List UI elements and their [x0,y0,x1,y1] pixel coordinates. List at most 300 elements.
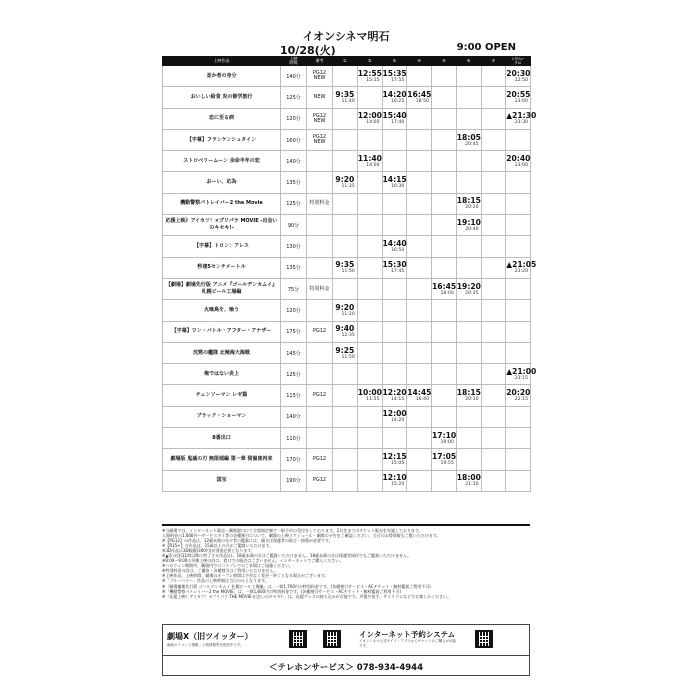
header-slot: ④ [407,57,432,66]
film-title: 【字幕】ワン・バトル・アフター・アナザー [163,321,281,342]
film-rating [307,342,333,363]
showtime-start: ▲21:00 [506,366,537,376]
showtime-start: 18:15 [456,388,481,398]
showtime-cell [481,428,506,449]
showtime-cell [333,236,358,257]
showtime-cell [432,300,457,321]
qr-code-icon[interactable] [289,630,307,648]
showtime-cell [382,151,407,172]
showtime[interactable] [333,342,358,363]
showtime[interactable] [382,385,407,406]
showtime-cell [506,278,531,299]
table-row [163,151,531,172]
showtime-cell [357,257,382,278]
film-rating: PG12 NEW [307,129,333,150]
showtime-cell [506,236,531,257]
showtime-cell [382,342,407,363]
showtime-cell [481,300,506,321]
showtime[interactable] [506,66,531,87]
showtime-cell [432,108,457,129]
note-line: ※【R15+】の作品は、15歳以上の方がご鑑賞いただけます。 [162,543,274,549]
showtime-end: 14:15 [391,397,405,403]
showtime-start: 12:10 [382,473,407,483]
table-row [163,236,531,257]
showtime-cell [407,108,432,129]
showtime-start: 17:10 [432,430,457,440]
showtime-start: 9:25 [335,345,355,355]
showtime-cell [407,470,432,491]
showtime-cell [432,129,457,150]
showtime-start: 18:00 [456,473,481,483]
showtime-end: 23:00 [514,162,528,168]
showtime-start: 20:55 [506,89,531,99]
showtime[interactable] [382,87,407,108]
film-title: チェンソーマン レゼ篇 [163,385,281,406]
showtime-cell [506,215,531,236]
showtime-cell [407,257,432,278]
film-title: 【劇場】劇場先行版 アニメ『ゴールデンカムイ』札幌ビール工場編 [163,278,281,299]
showtime-cell [432,342,457,363]
film-rating [307,151,333,172]
showtime[interactable] [506,87,531,108]
showtime[interactable] [382,406,407,427]
film-title: 並か者の身分 [163,66,281,87]
film-rating [307,215,333,236]
film-title: おーい、応為 [163,172,281,193]
showtime-end: 15:05 [391,460,405,466]
showtime-end: 20:40 [465,226,479,232]
showtime-start: 9:35 [335,260,355,270]
note-line: ※「ブルーバナー」作品の上映時刻は当日のみとなります。 [162,578,269,584]
film-title: おいしい給食 炎の修学旅行 [163,87,281,108]
showtime-end: 16:40 [415,397,429,403]
showtime-cell [481,342,506,363]
showtime-cell [456,449,481,470]
showtime[interactable] [506,108,537,129]
note-line: ※8:00～9:00の早朝上映の回は、窓口での販売はございません。インターネットでご購入ください。 [162,558,344,564]
table-row [163,172,531,193]
film-duration: 175分 [281,321,307,342]
showtime-cell [382,364,407,385]
showtime[interactable] [432,278,457,299]
table-row [163,385,531,406]
showtime-start: 14:45 [407,388,432,398]
table-row [163,342,531,363]
showtime-end: 11:20 [341,311,355,317]
showtime-cell [456,66,481,87]
note-line: 入場料金の1,000円～サービスデイ等の各種割引について、劇場の上映スケジュール・劇場の予告をご確認ください。当日のお得情報もご覧いただけます。 [162,533,441,539]
showtime-cell [432,151,457,172]
showtime-cell [333,278,358,299]
showtime-cell [506,428,531,449]
showtime[interactable] [456,385,481,406]
showtime-cell [357,406,382,427]
showtime-end: 16:50 [391,248,405,254]
film-rating [307,364,333,385]
showtime-end: 20:10 [465,397,479,403]
showtime-end: 23:30 [514,120,528,126]
note-line: ※【PG12】の作品は、12歳未満の年少者の鑑賞には、親又は保護者の助言・指導が必要です。 [162,538,333,544]
film-duration: 160分 [281,129,307,150]
showtime-cell [382,129,407,150]
film-rating: PG12 [307,321,333,342]
showtime[interactable] [333,87,358,108]
showtime-cell [481,257,506,278]
showtime-cell [481,215,506,236]
table-row [163,428,531,449]
showtime-end: 18:50 [415,98,429,104]
open-time: 9:00 OPEN [456,42,516,53]
showtime[interactable] [456,470,481,491]
showtime-cell [506,342,531,363]
table-row [163,193,531,214]
showtime-cell [382,278,407,299]
film-title: ストロベリームーン 余命半年の恋 [163,151,281,172]
film-duration: 110分 [281,428,307,449]
showtime-cell [333,193,358,214]
showtime-cell [481,172,506,193]
note-line: ※上映作品、上映時間、劇場のオープン時間は予告なく変更・終了となる場合がございます。 [162,573,329,579]
header-slot: ② [357,57,382,66]
showtime-cell [481,151,506,172]
showtime-end: 23:15 [514,375,528,381]
showtime-start: ▲21:05 [506,260,537,270]
header-slot: ⑤ [432,57,457,66]
showtime-end: 23:20 [514,269,528,275]
showtime[interactable] [456,215,481,236]
showtime-start: 11:40 [357,153,382,163]
header-duration: 上映 時間 [281,57,307,66]
showtime-cell [481,449,506,470]
showtime[interactable] [333,321,358,342]
note-line: ※「機動警察パトレイバー2 the MOVIE」は、一律1,800円の特別料金です。(各種割引サービス・ACチケット・無料鑑賞ご利用不可) [162,588,401,594]
showtime-end: 16:30 [391,184,405,190]
showtime-cell [456,151,481,172]
film-rating [307,236,333,257]
showtime-start: 9:20 [335,175,355,185]
showtime-cell [432,406,457,427]
showtime-cell [432,236,457,257]
showtime-start: 12:20 [382,388,407,398]
film-duration: 125分 [281,364,307,385]
showtime-start: ▲21:30 [506,111,537,121]
film-rating: 特別料金 [307,193,333,214]
note-line: ※特別料金の回は、ご優待・各種割引はご利用いただけません。 [162,568,278,574]
showtime-cell [357,172,382,193]
showtime-start: 18:15 [456,196,481,206]
film-title: 恋に至る病 [163,108,281,129]
showtime-cell [407,236,432,257]
showtime-cell [407,342,432,363]
showtime[interactable] [432,449,457,470]
showtime-cell [456,236,481,257]
film-duration: 170分 [281,449,307,470]
showtime-cell [407,66,432,87]
showtime[interactable] [357,385,382,406]
showtime-cell [407,406,432,427]
showtime-end: 17:55 [391,77,405,83]
showtime[interactable] [456,129,481,150]
showtime-end: 22:15 [514,397,528,403]
showtime-cell [333,470,358,491]
showtime-cell [357,129,382,150]
showtime-end: 12:35 [341,333,355,339]
showtime-end: 20:20 [465,205,479,211]
showtime-cell [456,87,481,108]
qr-code-icon[interactable] [323,630,341,648]
showtime-cell [333,129,358,150]
showtime-cell [506,321,531,342]
showtime-cell [506,470,531,491]
showtime[interactable] [407,87,432,108]
showtime-cell [357,342,382,363]
note-line: ※ハロウィン期間中、劇場内でのコスプレでのご来場はご遠慮ください。 [162,563,293,569]
showtime-cell [432,193,457,214]
showtime-cell [506,300,531,321]
footer [162,624,530,676]
net-reservation-desc: イオンシネマ公式サイト・アプリからチケットのご購入が可能です。 [359,639,457,648]
showtime-cell [506,406,531,427]
showtime-cell [333,406,358,427]
showtime[interactable] [333,257,358,278]
showtime-cell [506,172,531,193]
film-duration: 140分 [281,66,307,87]
film-rating: PG12 [307,449,333,470]
header-slot: ⑦ [481,57,506,66]
showtime[interactable] [382,66,407,87]
showtime-cell [432,385,457,406]
footer-divider [163,655,529,656]
showtime-cell [357,87,382,108]
header-slot: ① [333,57,358,66]
showtime[interactable] [432,428,457,449]
table-row [163,300,531,321]
showtime-end: 11:50 [341,269,355,275]
film-title: 火喰鳥を、喰う [163,300,281,321]
showtime-start: 16:45 [432,281,457,291]
showtime-cell [333,215,358,236]
showtime[interactable] [456,193,481,214]
showtime-end: 14:00 [366,120,380,126]
film-title: 応援上映》アイカツ！×プリパラ MOVIE -出会いのキセキ!- [163,215,281,236]
showtime-cell [407,193,432,214]
showtime-cell [382,193,407,214]
showtime-cell [407,278,432,299]
showtime-end: 11:50 [341,354,355,360]
showtime[interactable] [382,470,407,491]
film-rating [307,428,333,449]
showtime-cell [382,321,407,342]
film-title: 機動警察パトレイバー2 the Movie [163,193,281,214]
showtime-start: 10:00 [357,388,382,398]
film-duration: 120分 [281,300,307,321]
showtime[interactable] [382,449,407,470]
showtime-end: 20:45 [465,141,479,147]
qr-code-icon[interactable] [475,630,493,648]
notes-divider [162,524,530,526]
showtime[interactable] [357,66,382,87]
table-header [163,57,531,66]
showtime-end: 18:00 [440,290,454,296]
showtime-cell [456,300,481,321]
showtime-cell [333,385,358,406]
showtime-end: 11:55 [366,397,380,403]
showtime[interactable] [407,385,432,406]
note-line: ※3D作品は3D眼鏡(300円)が別途必要となります。 [162,548,256,554]
showtime-end: 21:10 [465,482,479,488]
table-row [163,470,531,491]
showtime-cell [481,193,506,214]
note-line: ※「劇場編集先行版 ゴールデンカムイ 札幌ビール工場編」は、一律1,700円の特別料金です。(各種割引サービス・ACチケット・無料鑑賞ご利用不可) [162,583,431,589]
showtime-cell [456,321,481,342]
film-title: 8番出口 [163,428,281,449]
showtime-start: 18:05 [456,132,481,142]
showtime[interactable] [357,151,382,172]
showtime-cell [456,108,481,129]
header-slot: ﾚｲﾄｼｮｰ ﾀｲﾑ [506,57,531,66]
showtime-end: 11:40 [341,98,355,104]
showtime-cell [432,215,457,236]
table-row [163,449,531,470]
showtime-cell [407,364,432,385]
showtime-cell [506,129,531,150]
table-row [163,321,531,342]
showtime-start: 9:20 [335,302,355,312]
showtime-start: 14:40 [382,239,407,249]
showtime-cell [357,215,382,236]
showtime-cell [456,364,481,385]
showtime-start: 15:40 [382,111,407,121]
showtime-start: 15:30 [382,260,407,270]
showtime-cell [456,406,481,427]
showtime[interactable] [506,385,531,406]
showtime-cell [357,236,382,257]
film-duration: 125分 [281,193,307,214]
showtime-start: 9:40 [335,324,355,334]
showtime-cell [407,321,432,342]
showtime[interactable] [333,300,358,321]
showtime-cell [407,300,432,321]
showtime-cell [481,278,506,299]
film-duration: 120分 [281,108,307,129]
showtime-cell [333,364,358,385]
showtime[interactable] [382,172,407,193]
showtime-cell [432,321,457,342]
film-duration: 190分 [281,470,307,491]
table-row [163,278,531,299]
showtime-cell [456,428,481,449]
showtime-start: 14:15 [382,175,407,185]
film-duration: 75分 [281,278,307,299]
showtime-cell [357,278,382,299]
showtime-start: 20:20 [506,388,531,398]
showtime-start: 14:20 [382,89,407,99]
showtime-cell [333,449,358,470]
showtime-cell [382,428,407,449]
showtime[interactable] [506,151,531,172]
showtime[interactable] [382,236,407,257]
showtime-cell [456,342,481,363]
showtime-end: 17:40 [391,120,405,126]
notes [162,528,530,599]
schedule-date: 10/28(火) [280,44,336,57]
note-line: ※当劇場では、インターネット販売・劇場窓口にて全席指定制で一般予約の受付をしております。2日先までのチケット販売を実施しております。 [162,528,423,533]
film-title: 沈黙の艦隊 北極海大海戦 [163,342,281,363]
showtime-cell [357,449,382,470]
telephone-service: ＜テレホンサービス＞ 078-934-4944 [269,663,423,673]
showtime-end: 14:20 [391,418,405,424]
showtime-cell [481,129,506,150]
showtime-cell [481,364,506,385]
showtime-start: 20:30 [506,68,531,78]
showtime-cell [407,428,432,449]
showtime[interactable] [456,278,481,299]
showtime-cell [357,428,382,449]
film-rating [307,300,333,321]
showtime-end: 19:55 [440,460,454,466]
film-rating: NEW [307,87,333,108]
showtime[interactable] [382,257,407,278]
film-rating: PG12 NEW [307,66,333,87]
showtime-end: 20:35 [465,290,479,296]
showtime[interactable] [382,108,407,129]
film-rating [307,257,333,278]
film-duration: 115分 [281,385,307,406]
showtime-cell [481,236,506,257]
film-duration: 125分 [281,87,307,108]
showtime-end: 11:35 [341,184,355,190]
table-row [163,406,531,427]
showtime[interactable] [506,257,537,278]
film-title: ブラック・ショーマン [163,406,281,427]
showtime-end: 23:00 [514,98,528,104]
showtime-start: 17:05 [432,451,457,461]
showtime-start: 12:55 [357,68,382,78]
showtime-cell [333,428,358,449]
table-row [163,108,531,129]
showtime-cell [481,108,506,129]
showtime-cell [407,151,432,172]
header-rating: 備考 [307,57,333,66]
film-rating: PG12 NEW [307,108,333,129]
x-account-desc: 最新のイベント情報・上映情報等を配信中です。 [167,643,244,647]
showtime[interactable] [506,364,537,385]
film-rating [307,172,333,193]
showtime-cell [432,66,457,87]
showtime-end: 22:50 [514,77,528,83]
showtime-start: 19:20 [456,281,481,291]
film-duration: 135分 [281,257,307,278]
showtime-cell [481,470,506,491]
showtime-cell [432,172,457,193]
note-line: ※▲印の回(21時以降に終了する作品)は、18歳未満の方はご鑑賞いただけません。18歳未満の方は保護者同伴でもご鑑賞いただけません。 [162,553,412,559]
showtime-cell [407,215,432,236]
showtime-cell [333,151,358,172]
showtime-cell [357,364,382,385]
showtime-start: 12:00 [357,111,382,121]
showtime-start: 12:00 [382,409,407,419]
film-duration: 145分 [281,342,307,363]
showtime[interactable] [357,108,382,129]
showtime-end: 17:45 [391,269,405,275]
showtime-cell [407,172,432,193]
film-rating [307,406,333,427]
showtime-cell [506,449,531,470]
showtime-cell [481,87,506,108]
showtime[interactable] [333,172,358,193]
theater-name: イオンシネマ明石 [302,30,390,43]
film-title: 国宝 [163,470,281,491]
